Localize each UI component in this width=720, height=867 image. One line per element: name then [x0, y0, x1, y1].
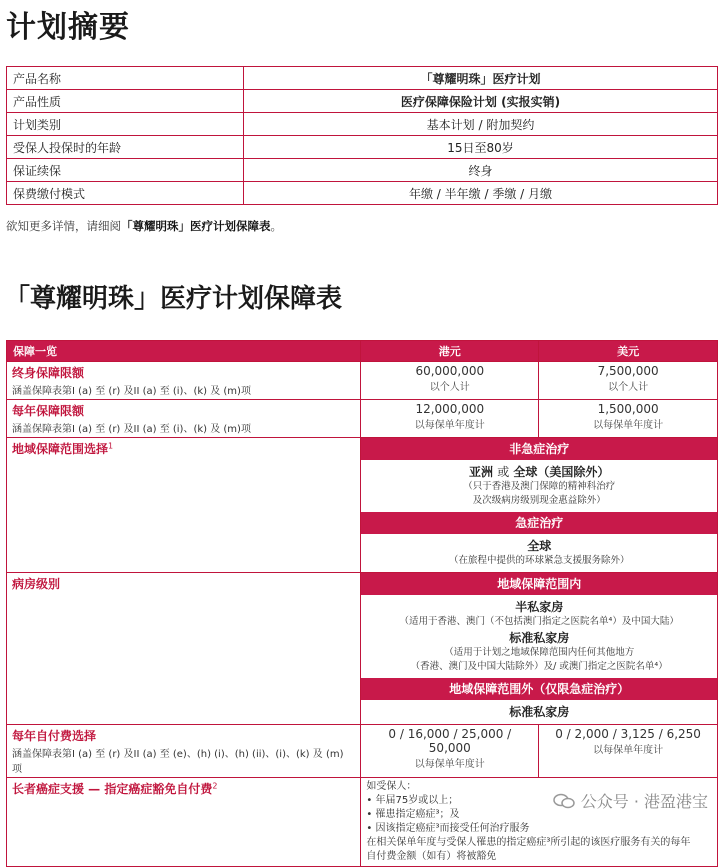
summary-row	[7, 113, 718, 136]
lifetime-limit-sub: 涵盖保障表第I (a) 至 (r) 及II (a) 至 (i)、(k) 及 (m)项	[12, 386, 251, 397]
lifetime-limit-row	[7, 362, 718, 400]
summary-value: 基本计划 / 附加契约	[244, 113, 718, 136]
summary-key: 产品性质	[7, 90, 244, 113]
summary-value: 「尊耀明珠」医疗计划	[244, 67, 718, 90]
nonemergency-band: 非急症治疗	[361, 438, 717, 460]
elderly-detail-line: 在相关保单年度与受保人罹患的指定癌症³所引起的该医疗服务有关的每年	[366, 837, 691, 848]
plan-summary-title: 计划摘要	[6, 10, 130, 45]
elderly-detail-line: 自付费金额（如有）将被豁免	[366, 851, 497, 862]
annual-limit-usd: 1,500,000	[597, 402, 659, 416]
deductible-unit-usd: 以每保单年度计	[593, 745, 664, 756]
ward-in-content	[361, 595, 717, 678]
elderly-detail-line: • 罹患指定癌症³；及	[366, 809, 460, 820]
nonemergency-fine-1: （只于香港及澳门保障的精神科治疗	[463, 481, 616, 492]
annual-limit-hkd: 12,000,000	[415, 402, 485, 416]
details-note-link: 「尊耀明珠」医疗计划保障表	[121, 219, 271, 233]
summary-key: 受保人投保时的年龄	[7, 136, 244, 159]
summary-value: 终身	[244, 159, 718, 182]
ward-standard-private: 标准私家房	[509, 631, 570, 645]
nonemergency-content	[361, 460, 717, 512]
summary-key: 保证续保	[7, 159, 244, 182]
ward-out-band: 地域保障范围外（仅限急症治疗）	[361, 678, 717, 700]
summary-value: 医疗保障保险计划 (实报实销)	[244, 90, 718, 113]
lifetime-limit-label: 终身保障限额	[12, 366, 85, 380]
emergency-global: 全球	[527, 539, 552, 553]
deductible-row	[7, 725, 718, 778]
summary-row	[7, 67, 718, 90]
summary-value: 15日至80岁	[244, 136, 718, 159]
benefit-schedule-title: 「尊耀明珠」医疗计划保障表	[4, 284, 343, 314]
ward-in-band: 地域保障范围内	[361, 573, 717, 595]
details-note	[6, 218, 282, 234]
nonemergency-fine-2: 及次级病房级别现金惠益除外）	[472, 495, 606, 506]
annual-limit-sub: 涵盖保障表第I (a) 至 (r) 及II (a) 至 (i)、(k) 及 (m)项	[12, 424, 251, 435]
summary-key: 保费缴付模式	[7, 182, 244, 205]
summary-key: 计划类别	[7, 113, 244, 136]
ward-std-fine-2: （香港、澳门及中国大陆除外）及/ 或澳门指定之医院名单⁴）	[410, 661, 668, 672]
summary-row	[7, 182, 718, 205]
emergency-band: 急症治疗	[361, 512, 717, 534]
emergency-content	[361, 534, 717, 572]
header-hkd: 港元	[361, 341, 539, 362]
annual-unit-hkd: 以每保单年度计	[414, 420, 485, 431]
ward-out-content	[361, 700, 717, 724]
benefit-header-row	[7, 341, 718, 362]
watermark-text: 公众号 · 港盈港宝	[580, 792, 708, 811]
elderly-detail-line: • 因该指定癌症³而接受任何治疗服务	[366, 823, 530, 834]
ward-std-fine-1: （适用于计划之地域保障范围内任何其他地方	[444, 647, 635, 658]
elderly-footnote: 2	[212, 781, 218, 791]
lifetime-limit-usd: 7,500,000	[597, 364, 659, 378]
deductible-label: 每年自付费选择	[12, 729, 97, 743]
elderly-detail-line: 如受保人：	[366, 781, 417, 792]
header-overview: 保障一览	[7, 341, 361, 362]
ward-out-standard: 标准私家房	[509, 705, 570, 719]
deductible-usd: 0 / 2,000 / 3,125 / 6,250	[555, 727, 701, 741]
benefit-schedule-table	[6, 340, 718, 867]
header-usd: 美元	[539, 341, 718, 362]
region-row	[7, 438, 718, 573]
lifetime-limit-hkd: 60,000,000	[415, 364, 485, 378]
summary-key: 产品名称	[7, 67, 244, 90]
deductible-hkd: 0 / 16,000 / 25,000 / 50,000	[388, 727, 512, 755]
details-note-prefix: 欲知更多详情，请细阅	[6, 219, 121, 233]
details-note-suffix: 。	[270, 219, 282, 233]
ward-label: 病房级别	[12, 577, 61, 591]
region-asia: 亚洲	[468, 465, 493, 479]
plan-summary-table	[6, 66, 718, 205]
ward-semi-fine: （适用于香港、澳门（不包括澳门指定之医院名单⁴）及中国大陆）	[399, 616, 679, 627]
deductible-sub: 涵盖保障表第I (a) 至 (r) 及II (a) 至 (e)、(h) (i)、(h) (ii)、(i)、(k) 及 (m) 项	[12, 749, 344, 775]
emergency-fine: （在旅程中提供的环球紧急支援服务除外）	[448, 555, 630, 566]
summary-value: 年缴 / 半年缴 / 季缴 / 月缴	[244, 182, 718, 205]
elderly-detail-line: • 年届75岁或以上；	[366, 795, 459, 806]
ward-row	[7, 573, 718, 725]
watermark	[553, 789, 708, 812]
annual-unit-usd: 以每保单年度计	[593, 420, 664, 431]
wechat-icon	[553, 793, 575, 809]
region-label: 地域保障范围选择	[12, 442, 109, 456]
lifetime-unit-hkd: 以个人计	[429, 382, 470, 393]
region-footnote: 1	[108, 441, 114, 451]
region-or: 或	[497, 465, 510, 479]
deductible-unit-hkd: 以每保单年度计	[414, 759, 485, 770]
elderly-cancer-label: 长者癌症支援 — 指定癌症豁免自付费	[12, 782, 213, 796]
annual-limit-row	[7, 400, 718, 438]
summary-row	[7, 90, 718, 113]
summary-row	[7, 136, 718, 159]
ward-semi-private: 半私家房	[515, 600, 564, 614]
annual-limit-label: 每年保障限额	[12, 404, 85, 418]
lifetime-unit-usd: 以个人计	[608, 382, 649, 393]
region-worldwide: 全球（美国除外）	[513, 465, 610, 479]
summary-row	[7, 159, 718, 182]
